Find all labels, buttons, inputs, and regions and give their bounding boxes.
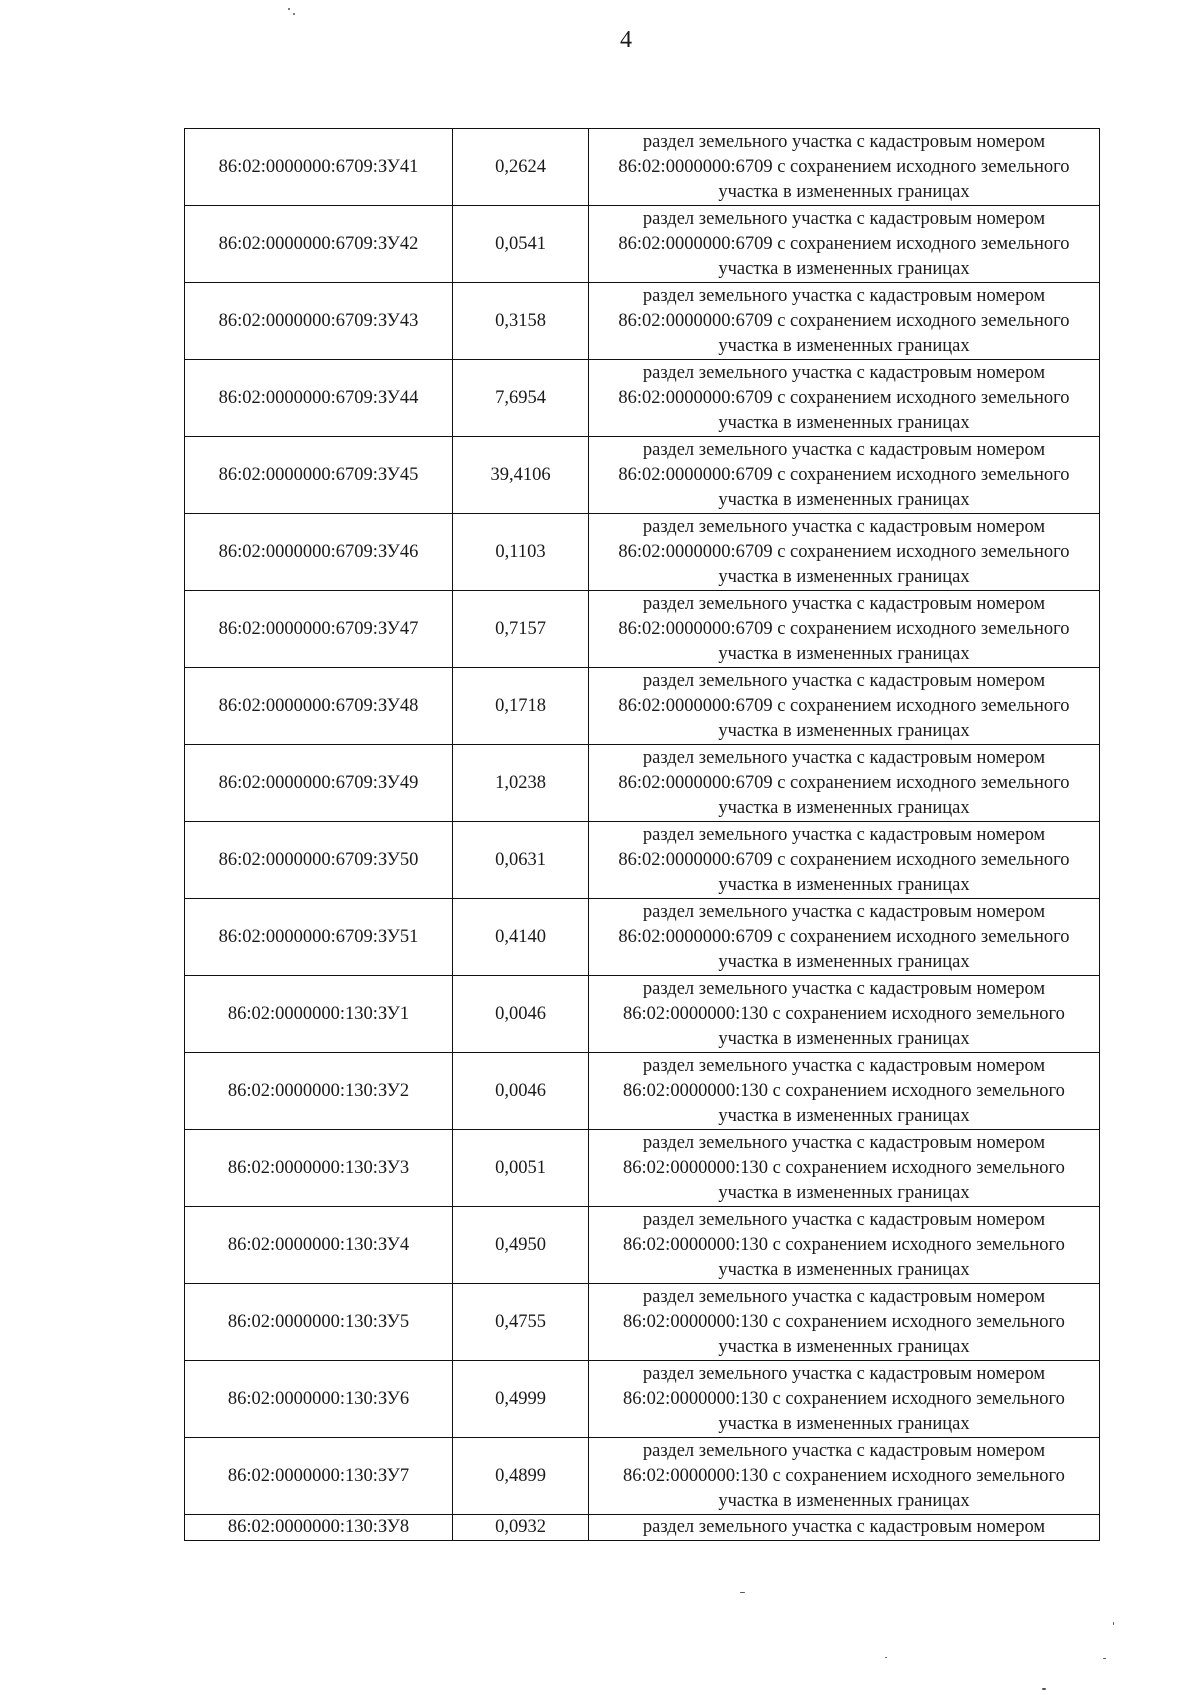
- scan-speck: [293, 13, 295, 15]
- scan-speck: [1042, 1688, 1046, 1690]
- parcel-description-cell: раздел земельного участка с кадастровым номером 86:02:0000000:130 с сохранением исходного земельного участка в измененных границах: [589, 1130, 1100, 1207]
- parcel-description-cell: раздел земельного участка с кадастровым номером 86:02:0000000:130 с сохранением исходного земельного участка в измененных границах: [589, 1284, 1100, 1361]
- parcel-description-cell: раздел земельного участка с кадастровым номером: [589, 1515, 1100, 1541]
- table-row: [185, 745, 1100, 822]
- parcel-description-cell: раздел земельного участка с кадастровым номером 86:02:0000000:6709 с сохранением исходного земельного участка в измененных границах: [589, 899, 1100, 976]
- parcel-description-cell: раздел земельного участка с кадастровым номером 86:02:0000000:6709 с сохранением исходного земельного участка в измененных границах: [589, 360, 1100, 437]
- parcel-area-cell: 0,4755: [453, 1284, 589, 1361]
- table-body: [185, 129, 1100, 1541]
- parcel-id-cell: 86:02:0000000:6709:ЗУ41: [185, 129, 453, 206]
- land-parcels-table: [184, 128, 1100, 1541]
- scan-speck: [885, 1657, 887, 1658]
- table-row: [185, 514, 1100, 591]
- parcel-area-cell: 0,0932: [453, 1515, 589, 1541]
- parcel-area-cell: 0,0631: [453, 822, 589, 899]
- table-row: [185, 1130, 1100, 1207]
- parcel-description-cell: раздел земельного участка с кадастровым номером 86:02:0000000:6709 с сохранением исходного земельного участка в измененных границах: [589, 437, 1100, 514]
- parcel-description-cell: раздел земельного участка с кадастровым номером 86:02:0000000:6709 с сохранением исходного земельного участка в измененных границах: [589, 514, 1100, 591]
- parcel-area-cell: 0,0541: [453, 206, 589, 283]
- table-row: [185, 668, 1100, 745]
- parcel-id-cell: 86:02:0000000:130:ЗУ3: [185, 1130, 453, 1207]
- parcel-description-cell: раздел земельного участка с кадастровым номером 86:02:0000000:6709 с сохранением исходного земельного участка в измененных границах: [589, 745, 1100, 822]
- table-row: [185, 1207, 1100, 1284]
- parcel-id-cell: 86:02:0000000:6709:ЗУ51: [185, 899, 453, 976]
- table-row: [185, 899, 1100, 976]
- table-row: [185, 206, 1100, 283]
- table-row: [185, 360, 1100, 437]
- parcel-id-cell: 86:02:0000000:6709:ЗУ43: [185, 283, 453, 360]
- scan-speck: [740, 1592, 745, 1593]
- table-row: [185, 1361, 1100, 1438]
- table-row: [185, 1438, 1100, 1515]
- table-row: [185, 129, 1100, 206]
- parcel-description-cell: раздел земельного участка с кадастровым номером 86:02:0000000:6709 с сохранением исходного земельного участка в измененных границах: [589, 822, 1100, 899]
- parcel-area-cell: 0,2624: [453, 129, 589, 206]
- parcel-description-cell: раздел земельного участка с кадастровым номером 86:02:0000000:130 с сохранением исходного земельного участка в измененных границах: [589, 1438, 1100, 1515]
- parcel-id-cell: 86:02:0000000:130:ЗУ4: [185, 1207, 453, 1284]
- parcel-description-cell: раздел земельного участка с кадастровым номером 86:02:0000000:130 с сохранением исходного земельного участка в измененных границах: [589, 1207, 1100, 1284]
- parcel-area-cell: 1,0238: [453, 745, 589, 822]
- parcel-id-cell: 86:02:0000000:6709:ЗУ42: [185, 206, 453, 283]
- parcel-area-cell: 0,4899: [453, 1438, 589, 1515]
- parcel-description-cell: раздел земельного участка с кадастровым номером 86:02:0000000:6709 с сохранением исходного земельного участка в измененных границах: [589, 283, 1100, 360]
- parcel-description-cell: раздел земельного участка с кадастровым номером 86:02:0000000:6709 с сохранением исходного земельного участка в измененных границах: [589, 668, 1100, 745]
- parcel-area-cell: 39,4106: [453, 437, 589, 514]
- parcel-id-cell: 86:02:0000000:130:ЗУ5: [185, 1284, 453, 1361]
- parcel-area-cell: 0,1718: [453, 668, 589, 745]
- parcel-area-cell: 0,0046: [453, 1053, 589, 1130]
- parcel-description-cell: раздел земельного участка с кадастровым номером 86:02:0000000:130 с сохранением исходного земельного участка в измененных границах: [589, 1053, 1100, 1130]
- scan-speck: [1103, 1658, 1106, 1659]
- parcel-description-cell: раздел земельного участка с кадастровым номером 86:02:0000000:130 с сохранением исходного земельного участка в измененных границах: [589, 976, 1100, 1053]
- parcel-id-cell: 86:02:0000000:6709:ЗУ47: [185, 591, 453, 668]
- table-row: [185, 591, 1100, 668]
- parcel-area-cell: 0,0051: [453, 1130, 589, 1207]
- table-row: [185, 437, 1100, 514]
- parcel-id-cell: 86:02:0000000:6709:ЗУ50: [185, 822, 453, 899]
- parcel-id-cell: 86:02:0000000:6709:ЗУ44: [185, 360, 453, 437]
- scan-speck: [288, 8, 290, 10]
- parcel-description-cell: раздел земельного участка с кадастровым номером 86:02:0000000:6709 с сохранением исходного земельного участка в измененных границах: [589, 206, 1100, 283]
- parcel-area-cell: 0,7157: [453, 591, 589, 668]
- table-row: [185, 1284, 1100, 1361]
- parcel-description-cell: раздел земельного участка с кадастровым номером 86:02:0000000:6709 с сохранением исходного земельного участка в измененных границах: [589, 129, 1100, 206]
- table-row: [185, 1053, 1100, 1130]
- parcel-id-cell: 86:02:0000000:6709:ЗУ45: [185, 437, 453, 514]
- parcel-description-cell: раздел земельного участка с кадастровым номером 86:02:0000000:6709 с сохранением исходного земельного участка в измененных границах: [589, 591, 1100, 668]
- table-row: [185, 822, 1100, 899]
- parcel-area-cell: 0,4999: [453, 1361, 589, 1438]
- parcel-area-cell: 7,6954: [453, 360, 589, 437]
- parcel-area-cell: 0,1103: [453, 514, 589, 591]
- parcel-id-cell: 86:02:0000000:130:ЗУ2: [185, 1053, 453, 1130]
- parcel-description-cell: раздел земельного участка с кадастровым номером 86:02:0000000:130 с сохранением исходного земельного участка в измененных границах: [589, 1361, 1100, 1438]
- parcel-id-cell: 86:02:0000000:130:ЗУ7: [185, 1438, 453, 1515]
- parcel-id-cell: 86:02:0000000:130:ЗУ1: [185, 976, 453, 1053]
- parcel-id-cell: 86:02:0000000:6709:ЗУ48: [185, 668, 453, 745]
- parcel-area-cell: 0,3158: [453, 283, 589, 360]
- table-row: [185, 283, 1100, 360]
- parcel-area-cell: 0,0046: [453, 976, 589, 1053]
- parcel-area-cell: 0,4140: [453, 899, 589, 976]
- parcel-area-cell: 0,4950: [453, 1207, 589, 1284]
- scan-speck: [1113, 1622, 1114, 1625]
- page-number: 4: [620, 27, 632, 53]
- parcel-id-cell: 86:02:0000000:6709:ЗУ49: [185, 745, 453, 822]
- table-row: [185, 1515, 1100, 1541]
- parcel-id-cell: 86:02:0000000:130:ЗУ8: [185, 1515, 453, 1541]
- parcel-id-cell: 86:02:0000000:130:ЗУ6: [185, 1361, 453, 1438]
- table-row: [185, 976, 1100, 1053]
- parcel-id-cell: 86:02:0000000:6709:ЗУ46: [185, 514, 453, 591]
